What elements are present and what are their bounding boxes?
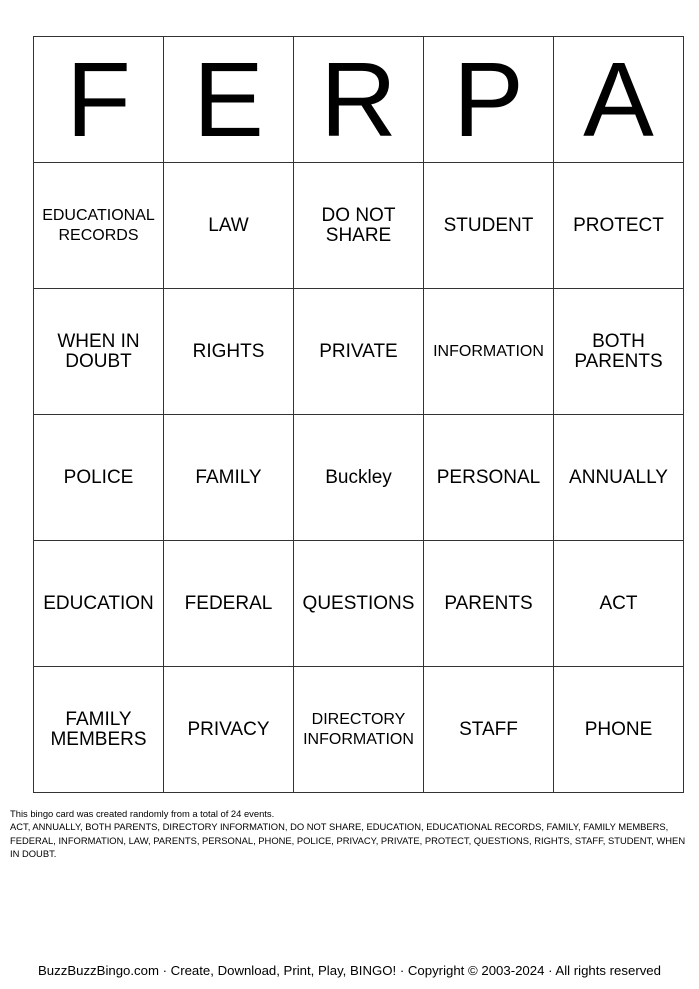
bingo-row	[34, 541, 684, 667]
bingo-row	[34, 415, 684, 541]
bingo-cell: PARENTS	[424, 541, 554, 667]
bingo-cell: FAMILY MEMBERS	[34, 667, 164, 793]
bingo-cell: INFORMATION	[424, 289, 554, 415]
bingo-cell: ACT	[554, 541, 684, 667]
bingo-cell: PRIVATE	[294, 289, 424, 415]
bingo-cell: STAFF	[424, 667, 554, 793]
header-cell: F	[34, 37, 164, 163]
header-cell: R	[294, 37, 424, 163]
bingo-row	[34, 163, 684, 289]
card-info-event-list: ACT, ANNUALLY, BOTH PARENTS, DIRECTORY INFORMATION, DO NOT SHARE, EDUCATION, EDUCATIONAL RECORDS, FAMILY, FAMILY MEMBERS, FEDERAL, INFORMATION, LAW, PARENTS, PERSONAL, PHONE, POLICE, PRIVACY, PRIVATE, PROTECT, QUESTIONS, RIGHTS, STAFF, STUDENT, WHEN IN DOUBT.	[10, 821, 686, 859]
bingo-cell: POLICE	[34, 415, 164, 541]
bingo-cell: PRIVACY	[164, 667, 294, 793]
bingo-cell: ANNUALLY	[554, 415, 684, 541]
bingo-cell: FEDERAL	[164, 541, 294, 667]
bingo-cell: EDUCATIONAL RECORDS	[34, 163, 164, 289]
bingo-cell: STUDENT	[424, 163, 554, 289]
card-info-summary: This bingo card was created randomly from a total of 24 events.	[10, 808, 275, 819]
bingo-cell: DO NOT SHARE	[294, 163, 424, 289]
bingo-row	[34, 289, 684, 415]
bingo-cell: RIGHTS	[164, 289, 294, 415]
card-info	[10, 807, 692, 860]
header-row	[34, 37, 684, 163]
bingo-cell: PROTECT	[554, 163, 684, 289]
header-cell: A	[554, 37, 684, 163]
bingo-cell: LAW	[164, 163, 294, 289]
bingo-cell: DIRECTORY INFORMATION	[294, 667, 424, 793]
header-cell: P	[424, 37, 554, 163]
bingo-row	[34, 667, 684, 793]
header-cell: E	[164, 37, 294, 163]
bingo-card	[33, 36, 684, 793]
bingo-cell: FAMILY	[164, 415, 294, 541]
bingo-cell: QUESTIONS	[294, 541, 424, 667]
bingo-cell: WHEN IN DOUBT	[34, 289, 164, 415]
bingo-cell: BOTH PARENTS	[554, 289, 684, 415]
bingo-cell: EDUCATION	[34, 541, 164, 667]
bingo-cell: PERSONAL	[424, 415, 554, 541]
bingo-cell: Buckley	[294, 415, 424, 541]
bingo-cell: PHONE	[554, 667, 684, 793]
page-footer: BuzzBuzzBingo.com · Create, Download, Print, Play, BINGO! · Copyright © 2003-2024 · All rights reserved	[38, 963, 661, 978]
